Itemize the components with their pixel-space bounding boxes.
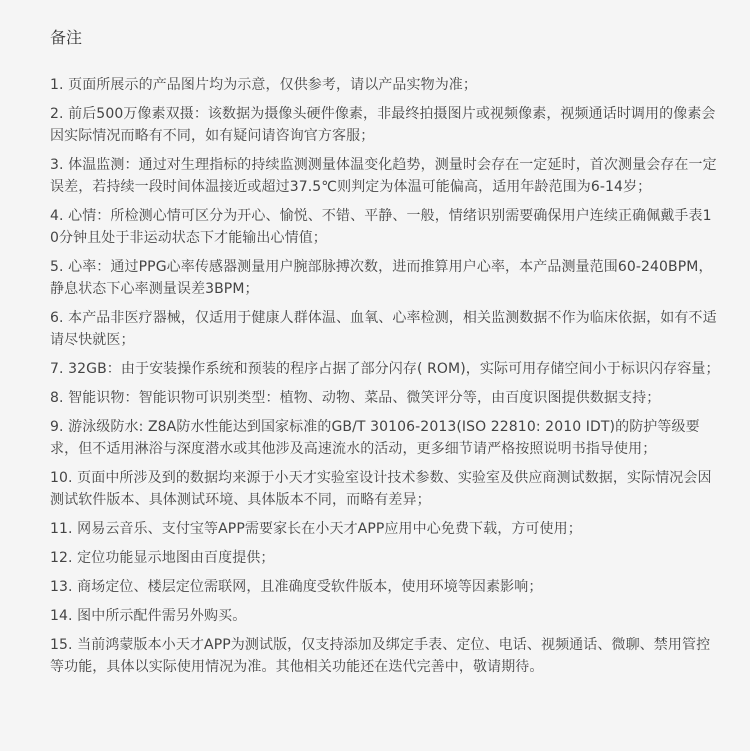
note-item: 15. 当前鸿蒙版本小天才APP为测试版，仅支持添加及绑定手表、定位、电话、视频通话、微聊、禁用管控等功能，具体以实际使用情况为准。其他相关功能还在迭代完善中，敬请期待。 bbox=[50, 637, 711, 675]
note-item: 14. 图中所示配件需另外购买。 bbox=[50, 608, 247, 624]
note-item: 6. 本产品非医疗器械，仅适用于健康人群体温、血氧、心率检测，相关监测数据不作为临床依据，如有不适请尽快就医； bbox=[50, 310, 717, 348]
note-item: 2. 前后500万像素双摄：该数据为摄像头硬件像素，非最终拍摄图片或视频像素，视频通话时调用的像素会因实际情况而略有不同，如有疑问请咨询官方客服； bbox=[50, 106, 716, 144]
note-item: 8. 智能识物：智能识物可识别类型：植物、动物、菜品、微笑评分等，由百度识图提供数据支持； bbox=[50, 390, 661, 406]
notes-list bbox=[50, 74, 720, 678]
note-item: 13. 商场定位、楼层定位需联网，且准确度受软件版本，使用环境等因素影响； bbox=[50, 579, 543, 595]
note-item: 3. 体温监测：通过对生理指标的持续监测测量体温变化趋势，测量时会存在一定延时，首次测量会存在一定误差，若持续一段时间体温接近或超过37.5℃则判定为体温可能偏高，适用年龄范围为6-14岁； bbox=[50, 157, 717, 195]
note-item: 9. 游泳级防水: Z8A防水性能达到国家标准的GB/T 30106-2013(ISO 22810: 2010 IDT)的防护等级要求，但不适用淋浴与深度潜水或其他涉及高速流水的活动，更多细节请严格按照说明书指导使用； bbox=[50, 419, 700, 457]
note-item: 4. 心情：所检测心情可区分为开心、愉悦、不错、平静、一般，情绪识别需要确保用户连续正确佩戴手表10分钟且处于非运动状态下才能输出心情值； bbox=[50, 208, 712, 246]
note-item: 11. 网易云音乐、支付宝等APP需要家长在小天才APP应用中心免费下载，方可使用； bbox=[50, 521, 582, 537]
note-item: 1. 页面所展示的产品图片均为示意，仅供参考，请以产品实物为准； bbox=[50, 77, 478, 93]
note-item: 5. 心率：通过PPG心率传感器测量用户腕部脉搏次数，进而推算用户心率，本产品测量范围60-240BPM，静息状态下心率测量误差3BPM； bbox=[50, 259, 713, 297]
note-item: 10. 页面中所涉及到的数据均来源于小天才实验室设计技术参数、实验室及供应商测试数据，实际情况会因测试软件版本、具体测试环境、具体版本不同，而略有差异； bbox=[50, 470, 712, 508]
notes-title: 备注 bbox=[50, 28, 83, 47]
note-item: 7. 32GB：由于安装操作系统和预装的程序占据了部分闪存( ROM)，实际可用存储空间小于标识闪存容量； bbox=[50, 361, 720, 377]
note-item: 12. 定位功能显示地图由百度提供； bbox=[50, 550, 275, 566]
